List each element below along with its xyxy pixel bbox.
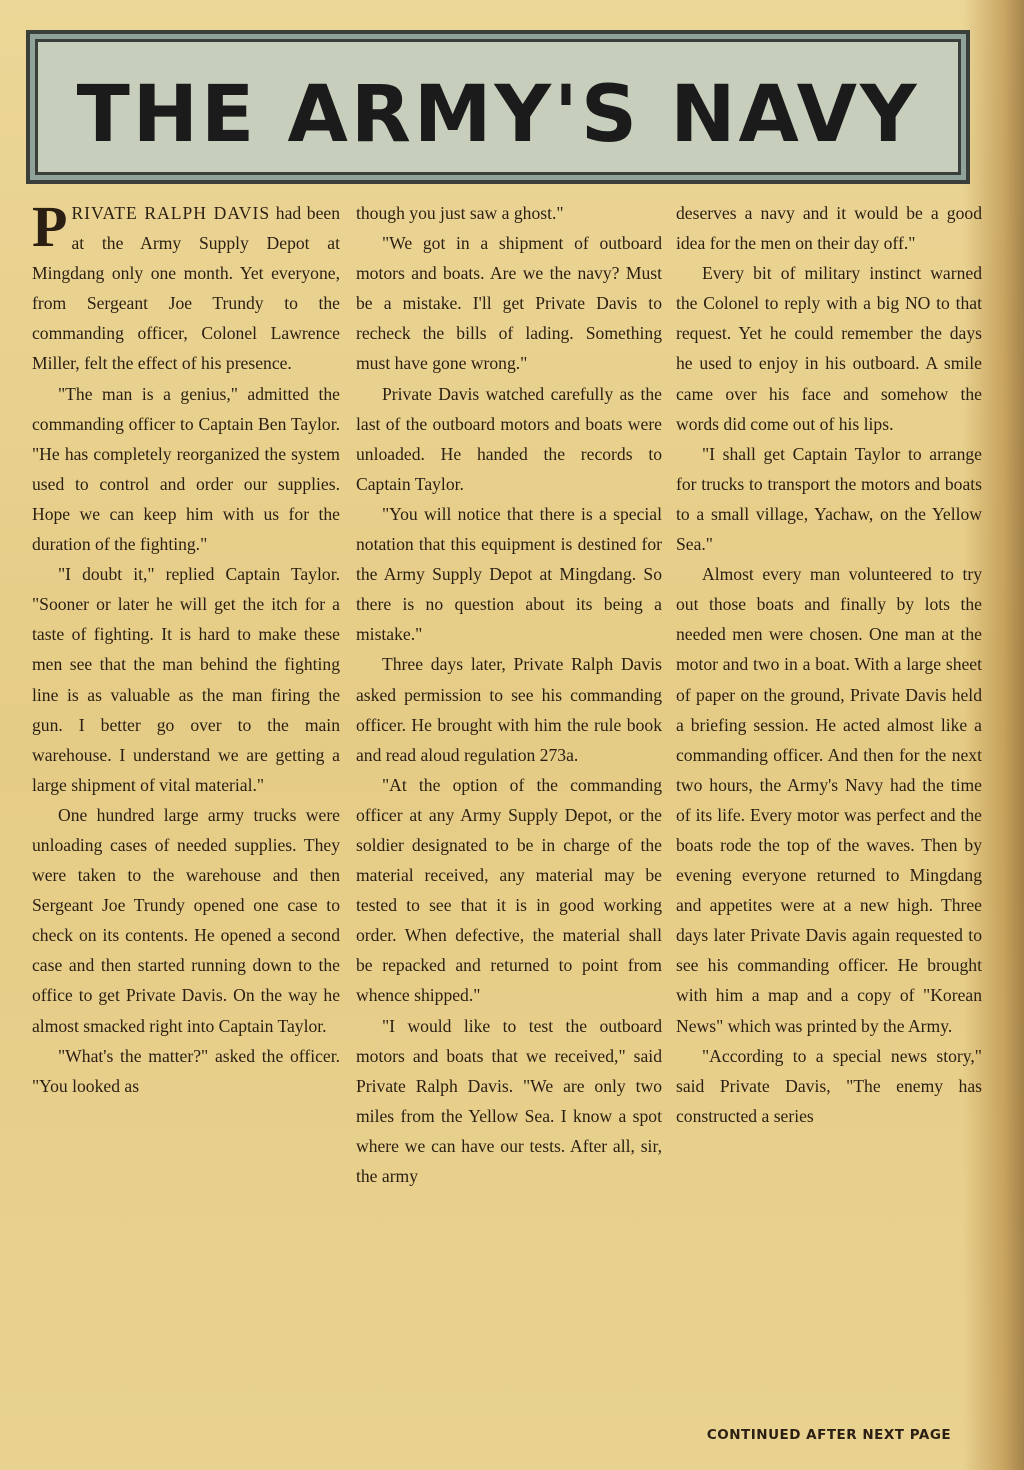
title-banner [26, 30, 970, 184]
text-column-3 [676, 198, 982, 1131]
paragraph: "You will notice that there is a special notation that this equipment is destined for the Army Supply Depot at Mingdang. So there is no question about its being a mistake." [356, 503, 662, 645]
paragraph: "I shall get Captain Taylor to arrange for trucks to transport the motors and boats to a small village, Yachaw, on the Yellow Sea." [676, 443, 982, 555]
paragraph: "We got in a shipment of outboard motors and boats. Are we the navy? Must be a mistake. I'll get Private Davis to recheck the bills of lading. Something must have gone wrong." [356, 233, 662, 374]
opening-caps: RIVATE RALPH DAVIS [71, 203, 271, 223]
paragraph: Every bit of military instinct warned the Colonel to reply with a big NO to that request. Yet he could remember the days he used to enjoy in his outboard. A smile came over his face and somehow the words did come out of his lips. [676, 263, 982, 434]
paragraph: "The man is a genius," admitted the commanding officer to Captain Ben Taylor. "He has completely reorganized the system used to control and order our supplies. Hope we can keep him with us for the duration of the fighting." [32, 383, 340, 555]
text-column-2 [356, 198, 662, 1191]
paragraph: Private Davis watched carefully as the last of the outboard motors and boats were unloaded. He handed the records to Captain Taylor. [356, 383, 662, 494]
continued-notice: CONTINUED AFTER NEXT PAGE [706, 1427, 952, 1443]
paragraph: deserves a navy and it would be a good idea for the men on their day off." [676, 203, 982, 254]
paragraph: had been at the Army Supply Depot at Mingdang only one month. Yet everyone, from Sergeant Joe Trundy to the commanding officer, Colonel Lawrence Miller, felt the effect of his presence. [32, 203, 341, 374]
text-column-1 [32, 194, 341, 1101]
paragraph: Almost every man volunteered to try out those boats and finally by lots the needed men were chosen. One man at the motor and two in a boat. With a large sheet of paper on the ground, Private Davis held a briefing session. He acted almost like a commanding officer. And then for the next two hours, the Army's Navy had the time of its life. Every motor was perfect and the boats rode the top of the waves. Then by evening everyone returned to Mingdang and appetites were at a new high. Three days later Private Davis again requested to see his commanding officer. He brought with him a map and a copy of "Korean News" which was printed by the Army. [676, 564, 982, 1036]
paragraph: "At the option of the commanding officer at any Army Supply Depot, or the soldier designated to be in charge of the material received, any material may be tested to see that it is in good working order. When defective, the material shall be repacked and returned to point from whence shipped." [356, 774, 662, 1006]
paragraph: One hundred large army trucks were unloading cases of needed supplies. They were taken to the warehouse and then Sergeant Joe Trundy opened one case to check on its contents. He opened a second case and then started running down to the office to get Private Davis. On the way he almost smacked right into Captain Taylor. [32, 804, 340, 1036]
opening-paragraph [32, 194, 341, 379]
paragraph: Three days later, Private Ralph Davis asked permission to see his commanding officer. He brought with him the rule book and read aloud regulation 273a. [356, 654, 662, 765]
story-title: THE ARMY'S NAVY [76, 70, 920, 160]
paragraph: "What's the matter?" asked the officer. "You looked as [32, 1045, 340, 1096]
drop-cap: P [32, 194, 68, 259]
paragraph: "According to a special news story," said Private Davis, "The enemy has constructed a series [676, 1045, 982, 1126]
paragraph: "I doubt it," replied Captain Taylor. "Sooner or later he will get the itch for a taste of fighting. It is hard to make these men see that the man behind the fighting line is as valuable as the man firing the gun. I better go over to the main warehouse. I understand we are getting a large shipment of vital material." [32, 564, 340, 795]
paragraph: though you just saw a ghost." [356, 203, 564, 223]
paragraph: "I would like to test the outboard motors and boats that we received," said Private Ralph Davis. "We are only two miles from the Yellow Sea. I know a spot where we can have our tests. After all, sir, the army [356, 1015, 662, 1186]
